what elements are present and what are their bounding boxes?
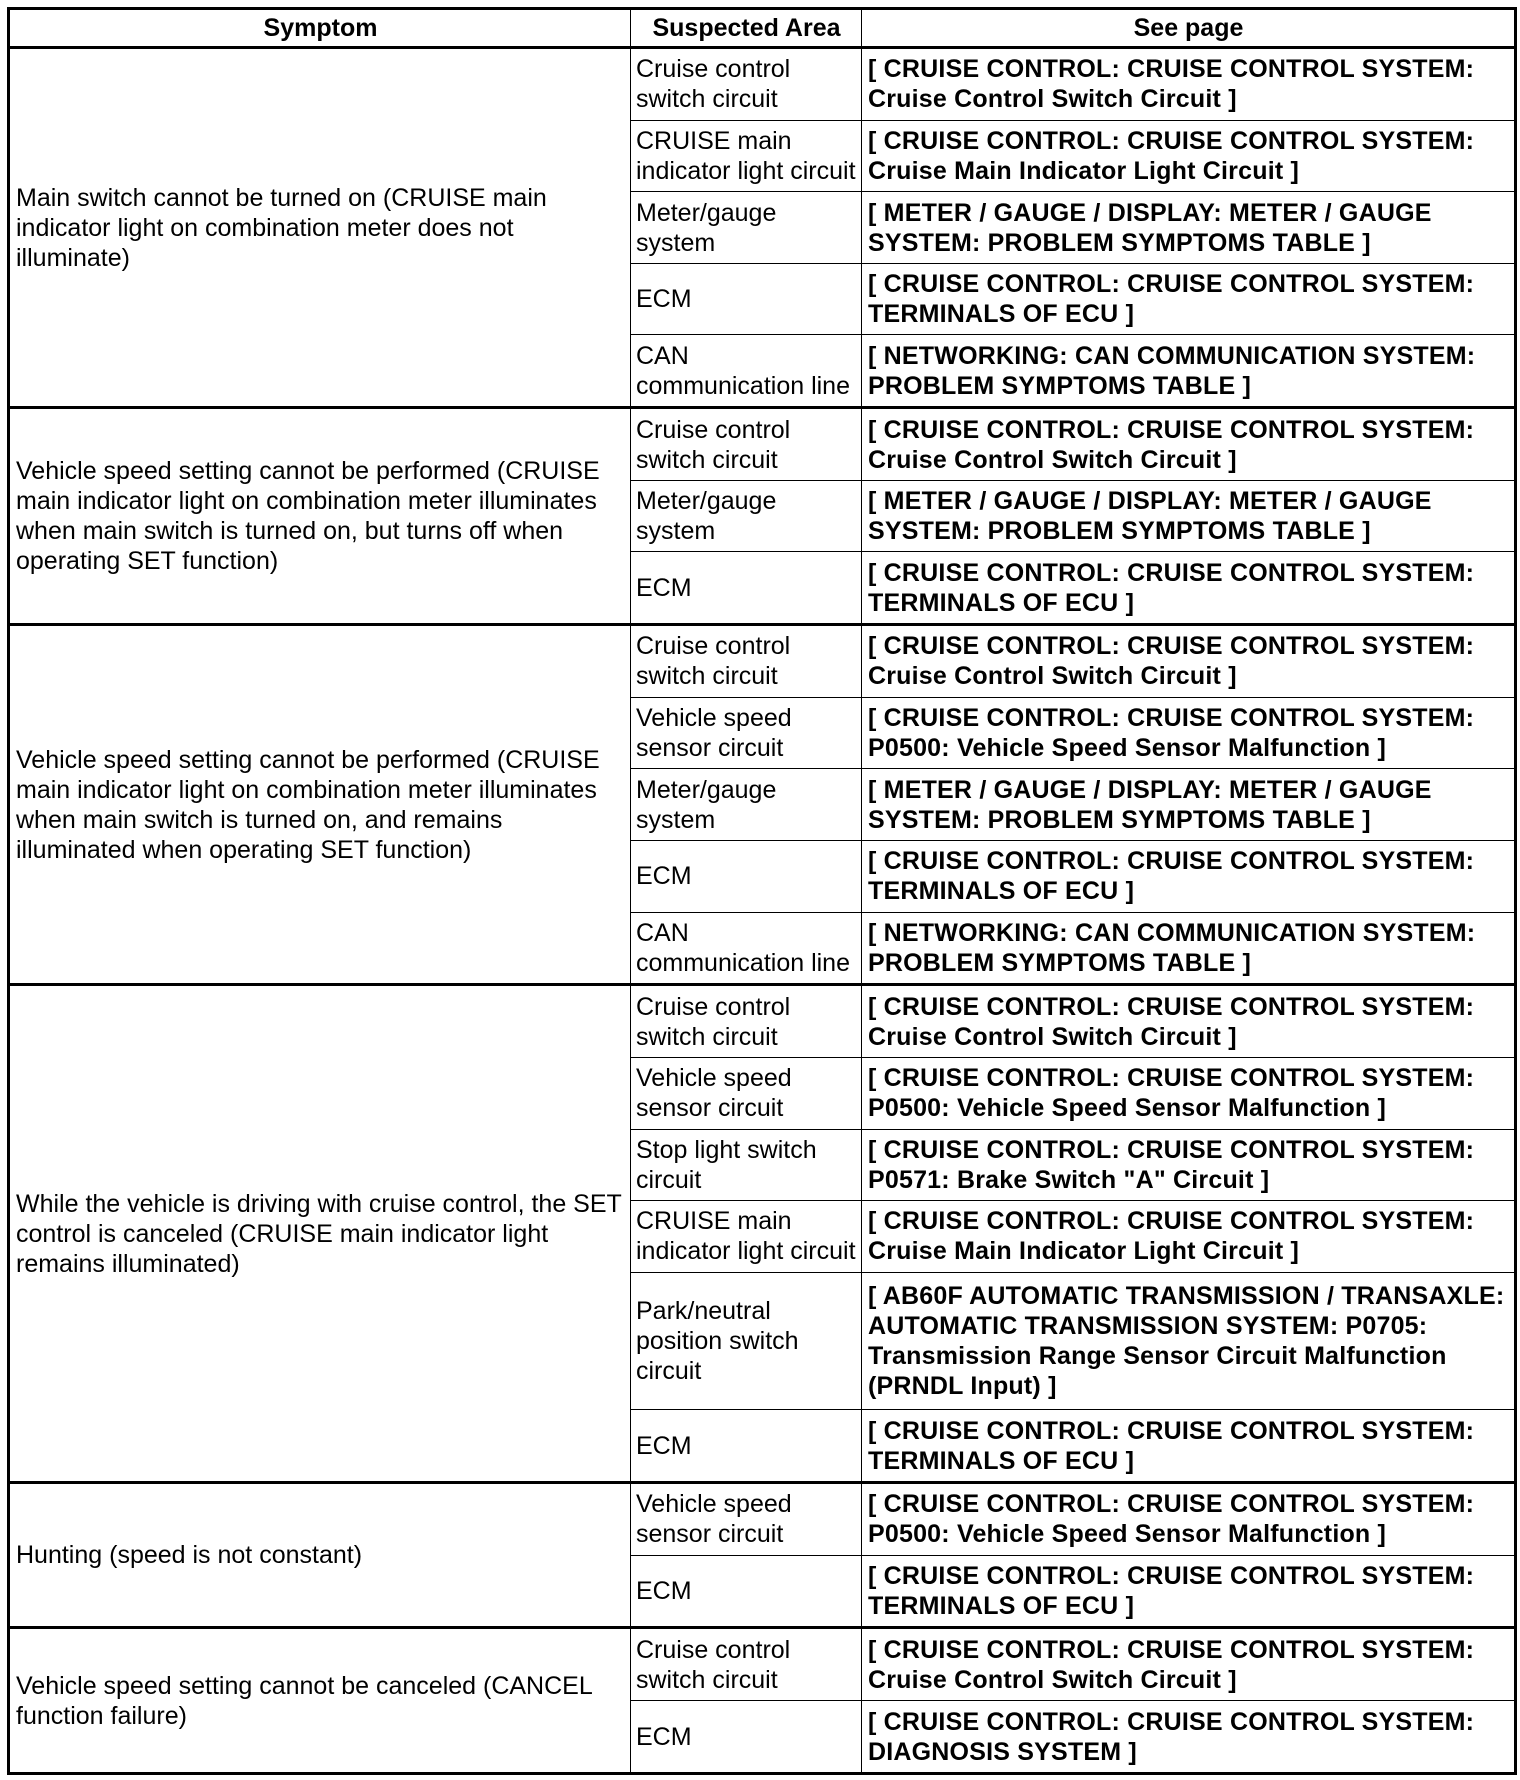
suspected-area-cell: Meter/gauge system — [631, 769, 862, 841]
suspected-area-cell: Vehicle speed sensor circuit — [631, 1483, 862, 1556]
table-body — [9, 48, 1516, 1774]
see-page-reference[interactable]: [ CRUISE CONTROL: CRUISE CONTROL SYSTEM: Cruise Control Switch Circuit ] — [862, 1628, 1516, 1701]
suspected-area-cell: Cruise control switch circuit — [631, 985, 862, 1058]
see-page-reference[interactable]: [ CRUISE CONTROL: CRUISE CONTROL SYSTEM: P0500: Vehicle Speed Sensor Malfunction ] — [862, 1057, 1516, 1129]
table-row — [9, 985, 1516, 1058]
suspected-area-cell: CRUISE main indicator light circuit — [631, 1201, 862, 1273]
see-page-reference[interactable]: [ METER / GAUGE / DISPLAY: METER / GAUGE SYSTEM: PROBLEM SYMPTOMS TABLE ] — [862, 769, 1516, 841]
symptom-cell: Vehicle speed setting cannot be performed (CRUISE main indicator light on combination meter illuminates when main switch is turned on, and remains illuminated when operating SET function) — [9, 625, 631, 985]
see-page-reference[interactable]: [ METER / GAUGE / DISPLAY: METER / GAUGE SYSTEM: PROBLEM SYMPTOMS TABLE ] — [862, 192, 1516, 264]
table-row — [9, 48, 1516, 121]
symptom-cell: Vehicle speed setting cannot be canceled (CANCEL function failure) — [9, 1628, 631, 1774]
table-row — [9, 625, 1516, 698]
problem-symptoms-table — [7, 7, 1517, 1775]
header-see-page: See page — [862, 9, 1516, 48]
suspected-area-cell: Vehicle speed sensor circuit — [631, 1057, 862, 1129]
see-page-reference[interactable]: [ CRUISE CONTROL: CRUISE CONTROL SYSTEM: P0500: Vehicle Speed Sensor Malfunction ] — [862, 1483, 1516, 1556]
suspected-area-cell: ECM — [631, 1555, 862, 1628]
suspected-area-cell: ECM — [631, 1701, 862, 1774]
suspected-area-cell: ECM — [631, 1410, 862, 1483]
see-page-reference[interactable]: [ CRUISE CONTROL: CRUISE CONTROL SYSTEM: TERMINALS OF ECU ] — [862, 1555, 1516, 1628]
see-page-reference[interactable]: [ CRUISE CONTROL: CRUISE CONTROL SYSTEM: Cruise Main Indicator Light Circuit ] — [862, 120, 1516, 192]
see-page-reference[interactable]: [ CRUISE CONTROL: CRUISE CONTROL SYSTEM: P0571: Brake Switch "A" Circuit ] — [862, 1129, 1516, 1201]
see-page-reference[interactable]: [ CRUISE CONTROL: CRUISE CONTROL SYSTEM: TERMINALS OF ECU ] — [862, 841, 1516, 913]
see-page-reference[interactable]: [ CRUISE CONTROL: CRUISE CONTROL SYSTEM: TERMINALS OF ECU ] — [862, 552, 1516, 625]
symptom-cell: Main switch cannot be turned on (CRUISE main indicator light on combination meter does not illuminate) — [9, 48, 631, 408]
see-page-reference[interactable]: [ AB60F AUTOMATIC TRANSMISSION / TRANSAXLE: AUTOMATIC TRANSMISSION SYSTEM: P0705: Transmission Range Sensor Circuit Malfunction (PRNDL Input) ] — [862, 1272, 1516, 1410]
suspected-area-cell: Vehicle speed sensor circuit — [631, 697, 862, 769]
see-page-reference[interactable]: [ CRUISE CONTROL: CRUISE CONTROL SYSTEM: Cruise Control Switch Circuit ] — [862, 985, 1516, 1058]
see-page-reference[interactable]: [ CRUISE CONTROL: CRUISE CONTROL SYSTEM: Cruise Main Indicator Light Circuit ] — [862, 1201, 1516, 1273]
see-page-reference[interactable]: [ CRUISE CONTROL: CRUISE CONTROL SYSTEM: P0500: Vehicle Speed Sensor Malfunction ] — [862, 697, 1516, 769]
suspected-area-cell: CAN communication line — [631, 912, 862, 985]
see-page-reference[interactable]: [ CRUISE CONTROL: CRUISE CONTROL SYSTEM: TERMINALS OF ECU ] — [862, 1410, 1516, 1483]
see-page-reference[interactable]: [ NETWORKING: CAN COMMUNICATION SYSTEM: PROBLEM SYMPTOMS TABLE ] — [862, 912, 1516, 985]
see-page-reference[interactable]: [ CRUISE CONTROL: CRUISE CONTROL SYSTEM: Cruise Control Switch Circuit ] — [862, 625, 1516, 698]
suspected-area-cell: Park/neutral position switch circuit — [631, 1272, 862, 1410]
symptom-cell: Vehicle speed setting cannot be performed (CRUISE main indicator light on combination meter illuminates when main switch is turned on, but turns off when operating SET function) — [9, 408, 631, 625]
suspected-area-cell: Cruise control switch circuit — [631, 625, 862, 698]
table-row — [9, 1628, 1516, 1701]
header-row — [9, 9, 1516, 48]
table-row — [9, 1483, 1516, 1556]
suspected-area-cell: Stop light switch circuit — [631, 1129, 862, 1201]
suspected-area-cell: ECM — [631, 552, 862, 625]
suspected-area-cell: ECM — [631, 841, 862, 913]
see-page-reference[interactable]: [ NETWORKING: CAN COMMUNICATION SYSTEM: PROBLEM SYMPTOMS TABLE ] — [862, 335, 1516, 408]
symptom-cell: Hunting (speed is not constant) — [9, 1483, 631, 1628]
see-page-reference[interactable]: [ CRUISE CONTROL: CRUISE CONTROL SYSTEM: Cruise Control Switch Circuit ] — [862, 408, 1516, 481]
suspected-area-cell: Cruise control switch circuit — [631, 408, 862, 481]
suspected-area-cell: Cruise control switch circuit — [631, 1628, 862, 1701]
header-symptom: Symptom — [9, 9, 631, 48]
suspected-area-cell: CRUISE main indicator light circuit — [631, 120, 862, 192]
see-page-reference[interactable]: [ CRUISE CONTROL: CRUISE CONTROL SYSTEM: Cruise Control Switch Circuit ] — [862, 48, 1516, 121]
see-page-reference[interactable]: [ CRUISE CONTROL: CRUISE CONTROL SYSTEM: DIAGNOSIS SYSTEM ] — [862, 1701, 1516, 1774]
symptom-cell: While the vehicle is driving with cruise control, the SET control is canceled (CRUISE main indicator light remains illuminated) — [9, 985, 631, 1483]
header-suspected-area: Suspected Area — [631, 9, 862, 48]
see-page-reference[interactable]: [ METER / GAUGE / DISPLAY: METER / GAUGE SYSTEM: PROBLEM SYMPTOMS TABLE ] — [862, 480, 1516, 552]
suspected-area-cell: CAN communication line — [631, 335, 862, 408]
suspected-area-cell: Cruise control switch circuit — [631, 48, 862, 121]
table-row — [9, 408, 1516, 481]
see-page-reference[interactable]: [ CRUISE CONTROL: CRUISE CONTROL SYSTEM: TERMINALS OF ECU ] — [862, 263, 1516, 335]
suspected-area-cell: Meter/gauge system — [631, 192, 862, 264]
suspected-area-cell: ECM — [631, 263, 862, 335]
suspected-area-cell: Meter/gauge system — [631, 480, 862, 552]
